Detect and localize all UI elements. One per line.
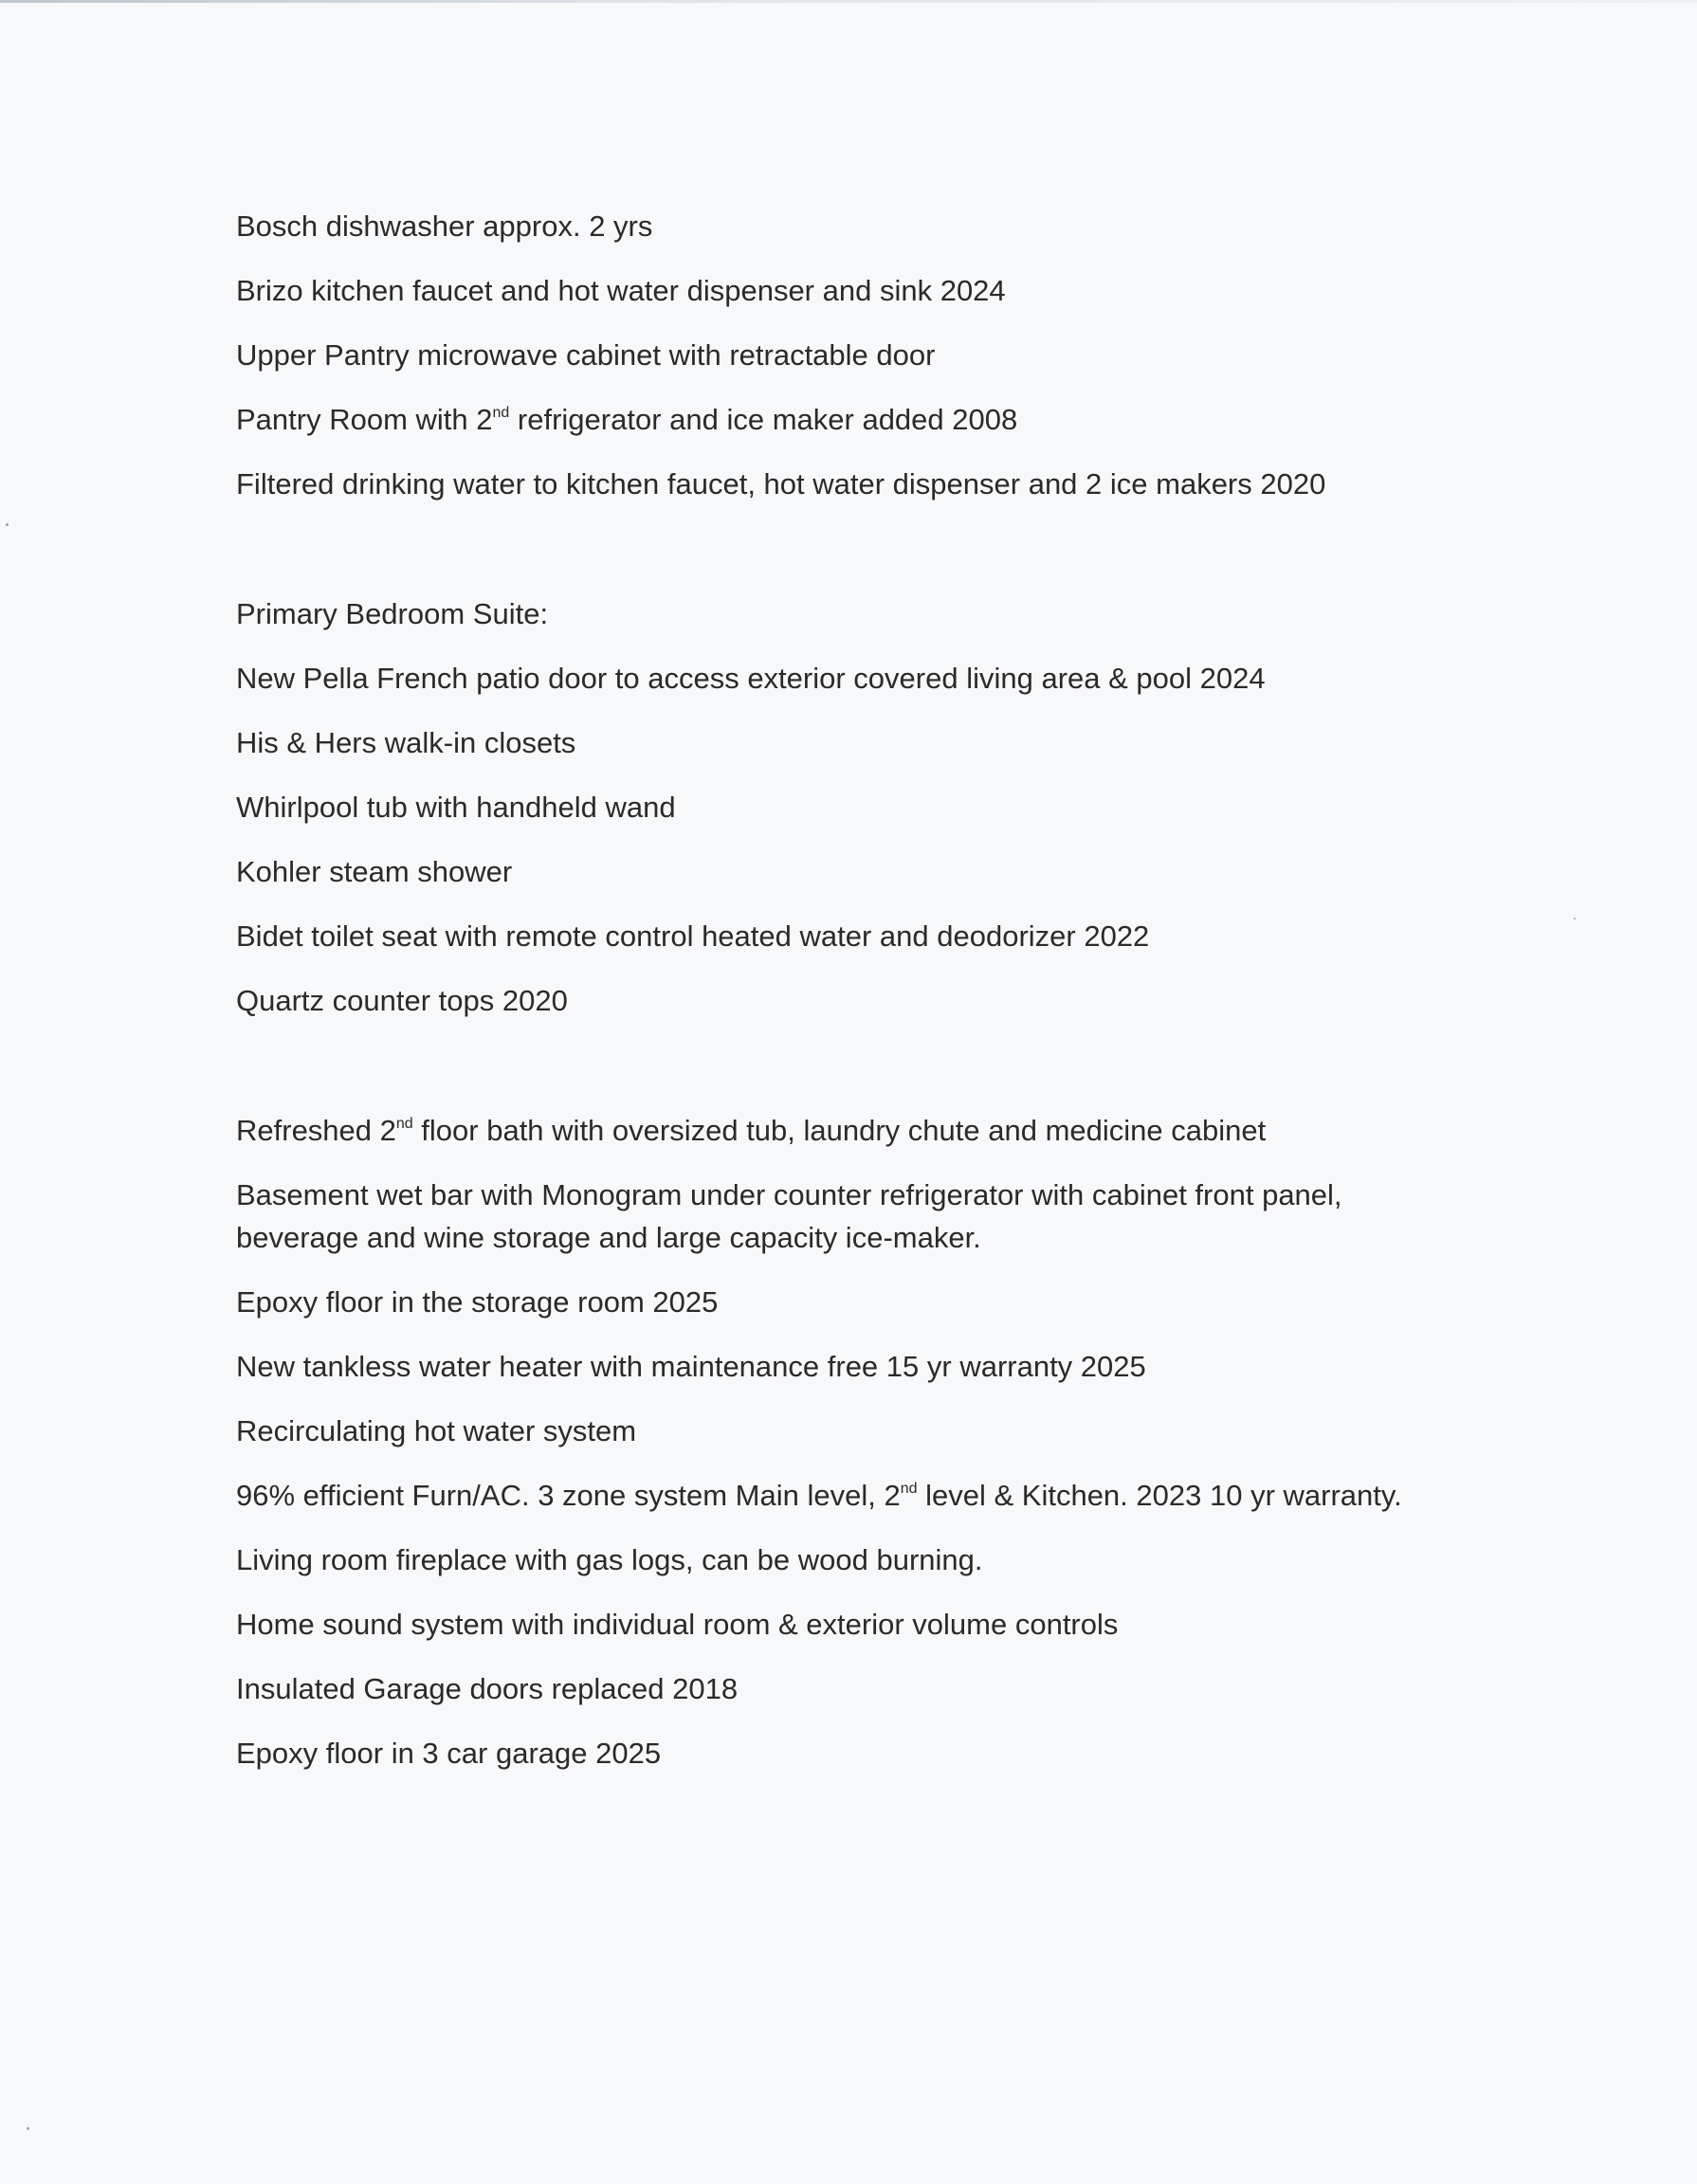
list-item: Insulated Garage doors replaced 2018 [236, 1672, 739, 1705]
scan-edge [0, 0, 1697, 3]
list-item: Filtered drinking water to kitchen faucet, hot water dispenser and 2 ice makers 2020 [236, 467, 1326, 500]
list-item: Bidet toilet seat with remote control heated water and deodorizer 2022 [236, 919, 1150, 953]
scan-speck [1574, 918, 1576, 919]
feature-list [236, 205, 1487, 1796]
list-item: His & Hers walk-in closets [236, 726, 576, 759]
list-item: 96% efficient Furn/AC. 3 zone system Main level, 2nd level & Kitchen. 2023 10 yr warranty. [236, 1479, 1402, 1512]
scan-speck [6, 523, 9, 526]
list-item: Bosch dishwasher approx. 2 yrs [236, 209, 653, 243]
section-spacer [236, 527, 1487, 592]
section-spacer [236, 1044, 1487, 1109]
list-item: Epoxy floor in the storage room 2025 [236, 1285, 719, 1319]
list-item: Upper Pantry microwave cabinet with retractable door [236, 338, 936, 372]
list-item: Whirlpool tub with handheld wand [236, 791, 676, 824]
list-item: Brizo kitchen faucet and hot water dispenser and sink 2024 [236, 274, 1006, 307]
list-item: Basement wet bar with Monogram under counter refrigerator with cabinet front panel, beverage and wine storage and large capacity ice-maker. [236, 1178, 1342, 1254]
list-item: New tankless water heater with maintenance free 15 yr warranty 2025 [236, 1350, 1146, 1383]
list-item: Refreshed 2nd floor bath with oversized tub, laundry chute and medicine cabinet [236, 1114, 1267, 1147]
list-item: Recirculating hot water system [236, 1414, 637, 1447]
list-item: Quartz counter tops 2020 [236, 984, 568, 1017]
list-item: Living room fireplace with gas logs, can be wood burning. [236, 1543, 983, 1576]
list-item: Home sound system with individual room & exterior volume controls [236, 1608, 1119, 1641]
section-heading: Primary Bedroom Suite: [236, 597, 549, 630]
scan-speck [27, 2127, 29, 2130]
list-item: Pantry Room with 2nd refrigerator and ice maker added 2008 [236, 403, 1018, 436]
list-item: Epoxy floor in 3 car garage 2025 [236, 1737, 662, 1770]
list-item: Kohler steam shower [236, 855, 513, 888]
list-item: New Pella French patio door to access exterior covered living area & pool 2024 [236, 662, 1266, 695]
